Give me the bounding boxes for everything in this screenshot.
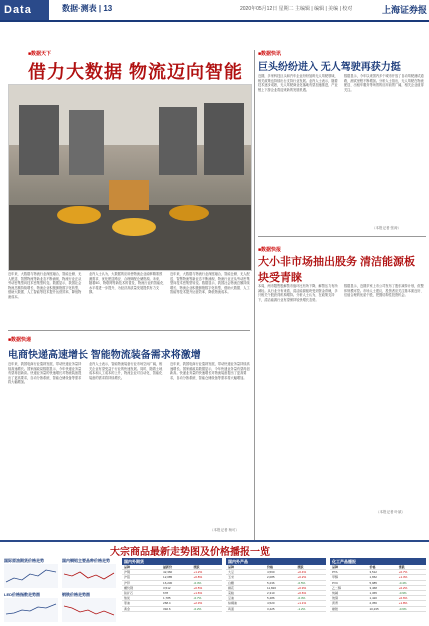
lower-divider: [8, 330, 250, 331]
table-cell: 焦炭: [124, 596, 131, 601]
table-cell: +2.3%: [193, 601, 203, 606]
table-cell: +0.6%: [297, 591, 307, 596]
table-cell: 5,486: [267, 596, 275, 601]
table-cell: 涨跌: [193, 565, 200, 569]
lower-para-1: 近年来，我国电商行业蓬勃发展，带动快递业务量持续高速增长。国家邮政局数据显示，今年快递业务量有望再创新高。快递业务量的快速增长对物流装备提出了更高要求，自动分拣系统、智能仓储设备等需求将大幅增加。: [8, 362, 82, 385]
right-mid-kicker: ■数据快报: [258, 247, 282, 253]
table-cell: 涨跌: [297, 565, 304, 569]
table-cell: 2,310: [267, 591, 275, 596]
table-cell: 白糖: [228, 580, 235, 585]
table-cell: -0.3%: [297, 596, 306, 601]
lower-para-3: 近年来，我国电商行业蓬勃发展，带动快递业务量持续高速增长。国家邮政局数据显示，今年快递业务量有望再创新高。快递业务量的快速增长对物流装备提出了更高要求，自动分拣系统、智能仓储设备等需求将大幅增加。: [170, 362, 250, 380]
chart-label-metal: 国内铜铝主要品种价格走势: [62, 558, 110, 563]
right-top-para-2: 数据显示，今年以来国内多个城市开放了自动驾驶测试道路，测试里程不断增加。分析人士指出，无人驾驶在物流配送、出租车服务等场景的应用前景广阔，相关企业值得关注。: [344, 74, 424, 92]
table-cell: 螺纹钢: [124, 585, 134, 590]
lead-para-3: 近年来，大数据与物流行业深度融合，智能仓储、无人配送、智慧物流等新业态不断涌现，物流行业正从劳动密集型向技术密集型转变。数据显示，我国社会物流总额持续增长，物流企业积极拥抱数字化转型，借助大数据、人工智能等技术提升运营效率，降低物流成本。: [170, 272, 250, 295]
table-cell: 2,085: [267, 575, 275, 580]
right-mid-para-2: 数据显示，近期多家上市公司发布了股东减持计划，但整体规模可控。市场人士建议，投资者应关注基本面良好、估值合理的优质个股，把握结构性投资机会。: [344, 284, 424, 298]
table-cell: 11,820: [267, 585, 276, 590]
lead-photo: [8, 84, 252, 271]
price-table-1: [122, 558, 222, 612]
table-cell: -0.9%: [398, 591, 407, 596]
table-cell: 16,230: [163, 580, 173, 585]
table-cell: +0.2%: [398, 585, 408, 590]
table-cell: 1,652: [369, 575, 377, 580]
table-cell: +0.2%: [297, 575, 307, 580]
masthead-logo: 上海证券报: [382, 6, 428, 16]
table-cell: 3,512: [369, 570, 377, 575]
table-cell: 乙二醇: [332, 585, 342, 590]
table-cell: 5,985: [369, 580, 377, 585]
right-top-headline: 巨头纷纷进入 无人驾驶再获力挺: [258, 62, 401, 73]
table-cell: -0.2%: [193, 606, 202, 611]
table-cell: 678: [163, 591, 169, 596]
table-cell: +1.6%: [193, 591, 203, 596]
price-table-2: [226, 558, 326, 612]
table-cell: 玉米: [228, 575, 235, 580]
table-cell: 黄金: [124, 606, 131, 611]
table-cell: +0.7%: [398, 570, 408, 575]
table-cell: 12,085: [163, 575, 173, 580]
table-cell: 3,512: [163, 585, 171, 590]
table-cell: -0.7%: [193, 596, 202, 601]
table-cell: 大豆: [228, 570, 235, 575]
table-row: [330, 607, 426, 612]
table-cell: PVC: [332, 580, 339, 585]
table-cell: 5,236: [267, 580, 275, 585]
table-cell: 原油: [124, 601, 131, 606]
lower-para-2: 业内人士表示，智能物流装备行业市场空间广阔，相关企业有望受益于行业的快速发展。同时，随着土地成本和人工成本的上升，物流企业对自动化、智能化装备的需求将持续增长。: [89, 362, 163, 380]
table-cell: 268.4: [163, 601, 171, 606]
table-cell: +1.2%: [193, 570, 203, 575]
right-mid-byline: （本报记者 叶斌）: [376, 510, 405, 514]
table-cell: +1.8%: [398, 601, 408, 606]
section-logo: Data: [0, 0, 49, 20]
chart-label-steel: 钢铁价格走势图: [62, 592, 90, 597]
table-cell: 1,785: [163, 596, 171, 601]
table-section-title: 大宗商品最新走势图及价格播报一览: [110, 547, 270, 558]
table-cell: 价格: [369, 565, 376, 569]
table-cell: 涨跌: [398, 565, 405, 569]
table-section-rule: [0, 540, 429, 542]
column-divider: [254, 50, 255, 540]
table-cell: 2,356: [369, 601, 377, 606]
table-cell: 铁矿石: [124, 591, 134, 596]
lower-headline: 电商快递高速增长 智能物流装备需求将激增: [8, 350, 201, 361]
table-cell: 菜粕: [228, 591, 235, 596]
table-cell: 1,420: [369, 596, 377, 601]
table-1-name: 国内外期货: [122, 558, 222, 565]
table-cell: -0.4%: [398, 580, 407, 585]
chart-label-oil: 国际原油期货价格走势: [4, 558, 44, 563]
right-mid-para-1: 本周，两市限售股解禁市值环比有所下降，解禁压力有所减轻。从行业分布来看，清洁能源板块受到资金青睐，多只相关个股获得机构增持。分析人士认为，在政策支持下，清洁能源行业有望保持较快增长态势。: [258, 284, 338, 302]
table-cell: 4,560: [267, 570, 275, 575]
right-divider: [258, 236, 426, 237]
table-cell: -1.2%: [297, 606, 306, 611]
steel-chart: [62, 598, 116, 622]
table-cell: 沪铜: [124, 570, 131, 575]
table-cell: -0.5%: [297, 580, 306, 585]
table-2-name: 国内外产品: [226, 558, 326, 565]
right-top-byline: （本报记者 张涛）: [372, 226, 401, 230]
table-cell: +0.8%: [193, 575, 203, 580]
table-cell: 纯碱: [332, 591, 339, 596]
table-cell: 最新价: [163, 565, 173, 569]
price-table-3: [330, 558, 426, 612]
table-cell: +1.1%: [297, 601, 307, 606]
table-cell: 甲醇: [332, 575, 339, 580]
right-top-para-1: 近期，多家科技巨头和汽车企业纷纷加码无人驾驶领域，相关政策也持续出台支持行业发展。业内人士表示，随着技术逐步成熟，无人驾驶商业化落地有望加速推进，产业链上下游企业将迎来新的发展机遇。: [258, 74, 338, 92]
table-cell: +0.9%: [297, 585, 307, 590]
section-title: 数据·测表 | 13: [62, 4, 113, 13]
led-chart: [4, 598, 58, 622]
table-cell: 棕榈油: [228, 601, 238, 606]
table-cell: 价格: [267, 565, 274, 569]
lead-para-1: 近年来，大数据与物流行业深度融合，智能仓储、无人配送、智慧物流等新业态不断涌现，物流行业正从劳动密集型向技术密集型转变。数据显示，我国社会物流总额持续增长，物流企业积极拥抱数字化转型，借助大数据、人工智能等技术提升运营效率，降低物流成本。: [8, 272, 82, 299]
right-top-kicker: ■数据快讯: [258, 51, 282, 57]
table-cell: 沪锌: [124, 580, 131, 585]
warehouse-robots-image: [9, 85, 251, 270]
oil-chart: [4, 564, 58, 588]
table-cell: 3,425: [267, 606, 275, 611]
table-cell: 沥青: [332, 601, 339, 606]
table-cell: 鸡蛋: [228, 606, 235, 611]
table-cell: -0.3%: [193, 580, 202, 585]
table-cell: 42,360: [163, 570, 173, 575]
table-cell: 橡胶: [332, 606, 339, 611]
table-cell: PTA: [332, 570, 338, 575]
table-cell: 品种: [228, 565, 235, 569]
right-mid-headline: 大小非市场抽出股务 清洁能源板块受青睐: [258, 256, 416, 284]
table-cell: 玻璃: [332, 596, 339, 601]
table-cell: +1.3%: [398, 575, 408, 580]
lead-kicker: ■数据天下: [28, 51, 52, 57]
table-cell: 3,468: [369, 585, 377, 590]
table-cell: +0.4%: [297, 570, 307, 575]
table-cell: -0.6%: [398, 606, 407, 611]
lead-headline: 借力大数据 物流迈向智能: [28, 62, 243, 82]
metal-chart: [62, 564, 116, 588]
table-row: [122, 607, 222, 612]
lead-para-2: 业内人士认为，大数据的应用使物流企业能够精准预测需求、优化配送路径、合理调配仓储资源。未来，随着5G、物联网等新技术的普及，物流行业的智能化水平将进一步提升，为经济高质量发展提供有力支撑。: [89, 272, 164, 295]
table-cell: +0.5%: [193, 585, 203, 590]
issue-meta: 2020年05月12日 星期二 主编辑 | 编辑 | 美编 | 校对: [240, 6, 353, 12]
lower-kicker: ■数据快递: [8, 337, 32, 343]
table-row: [226, 607, 326, 612]
lower-byline: （本报记者 杨可）: [210, 528, 239, 532]
table-cell: 沪铝: [124, 575, 131, 580]
table-cell: 392.6: [163, 606, 171, 611]
table-cell: 10,235: [369, 606, 379, 611]
table-cell: 棉花: [228, 585, 235, 590]
table-cell: 豆油: [228, 596, 235, 601]
table-cell: 4,520: [267, 601, 275, 606]
table-cell: +0.6%: [398, 596, 408, 601]
chart-label-led: LED价格指数走势图: [4, 592, 40, 597]
table-cell: 品种: [124, 565, 131, 569]
table-cell: 品种: [332, 565, 339, 569]
table-3-name: 化工产品播报: [330, 558, 426, 565]
table-cell: 1,365: [369, 591, 377, 596]
